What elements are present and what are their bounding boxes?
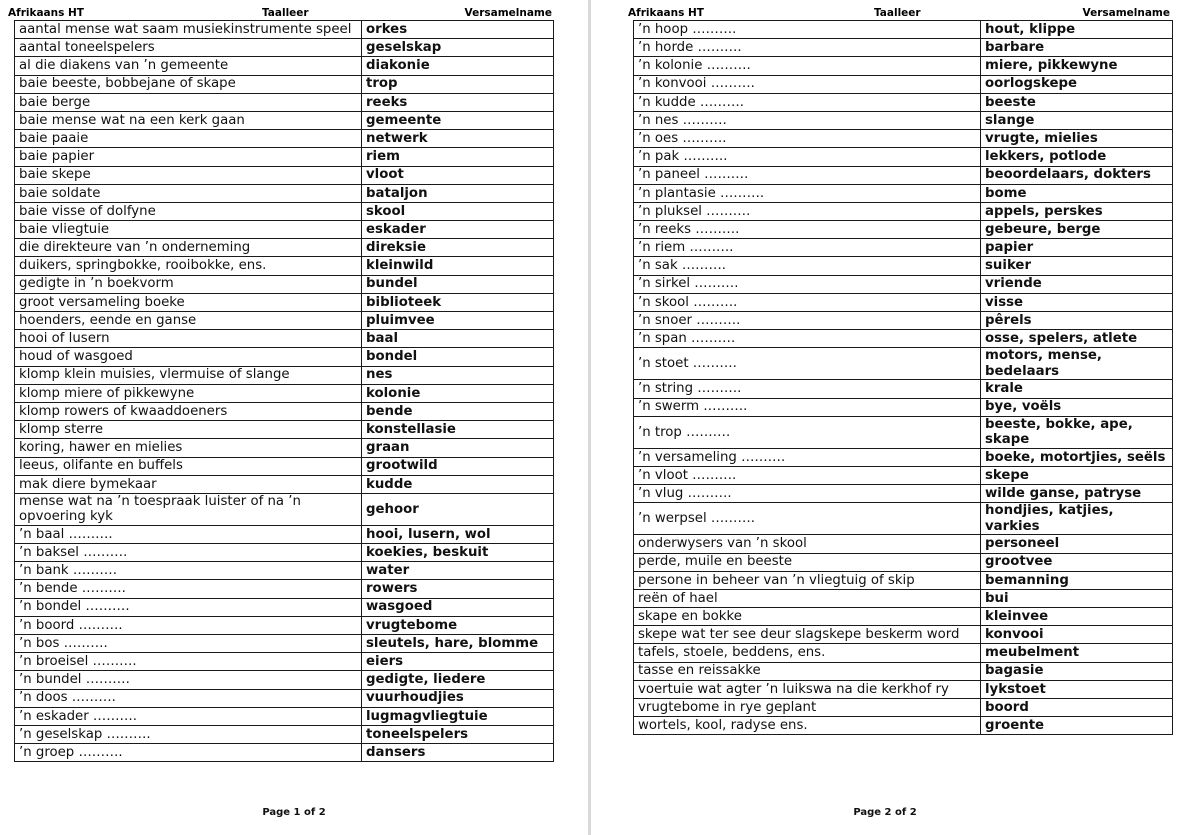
footer-of-label: of: [895, 807, 907, 818]
answer-cell: eiers: [362, 653, 554, 671]
clue-cell: aantal mense wat saam musiekinstrumente speel: [15, 21, 362, 39]
table-row: [15, 616, 554, 634]
table-row: [634, 503, 1173, 535]
clue-cell: baie skepe: [15, 166, 362, 184]
table-row: [634, 275, 1173, 293]
answer-cell: direksie: [362, 239, 554, 257]
table-row: [15, 166, 554, 184]
answer-cell: lekkers, potlode: [981, 148, 1173, 166]
clue-cell: baie beeste, bobbejane of skape: [15, 75, 362, 93]
clue-cell: die direkteure van ’n onderneming: [15, 239, 362, 257]
answer-cell: lykstoet: [981, 680, 1173, 698]
table-row: [634, 184, 1173, 202]
answer-cell: osse, spelers, atlete: [981, 330, 1173, 348]
table-row: [634, 380, 1173, 398]
clue-cell: skape en bokke: [634, 608, 981, 626]
answer-cell: orkes: [362, 21, 554, 39]
table-row: [15, 525, 554, 543]
table-row: [15, 202, 554, 220]
clue-cell: gedigte in ’n boekvorm: [15, 275, 362, 293]
table-row: [15, 366, 554, 384]
table-row: [15, 348, 554, 366]
vocab-table: [633, 20, 1173, 735]
answer-cell: koekies, beskuit: [362, 544, 554, 562]
table-row: [15, 257, 554, 275]
answer-cell: bundel: [362, 275, 554, 293]
answer-cell: hout, klippe: [981, 21, 1173, 39]
clue-cell: voertuie wat agter ’n luikswa na die kerkhof ry: [634, 680, 981, 698]
clue-cell: ’n baal ……….: [15, 525, 362, 543]
clue-cell: klomp klein muisies, vlermuise of slange: [15, 366, 362, 384]
clue-cell: duikers, springbokke, rooibokke, ens.: [15, 257, 362, 275]
table-row: [15, 39, 554, 57]
answer-cell: vriende: [981, 275, 1173, 293]
answer-cell: biblioteek: [362, 293, 554, 311]
table-row: [634, 398, 1173, 416]
table-row: [15, 93, 554, 111]
table-row: [634, 644, 1173, 662]
table-row: [15, 402, 554, 420]
clue-cell: mak diere bymekaar: [15, 475, 362, 493]
clue-cell: ’n bende ……….: [15, 580, 362, 598]
footer-page-number: 2: [884, 807, 892, 818]
table-row: [15, 653, 554, 671]
clue-cell: ’n span ……….: [634, 330, 981, 348]
table-row: [634, 466, 1173, 484]
table-row: [634, 553, 1173, 571]
clue-cell: ’n doos ……….: [15, 689, 362, 707]
answer-cell: vuurhoudjies: [362, 689, 554, 707]
table-row: [634, 485, 1173, 503]
table-row: [634, 202, 1173, 220]
clue-cell: leeus, olifante en buffels: [15, 457, 362, 475]
answer-cell: vrugtebome: [362, 616, 554, 634]
table-row: [634, 75, 1173, 93]
table-row: [15, 130, 554, 148]
clue-cell: ’n geselskap ……….: [15, 725, 362, 743]
answer-cell: reeks: [362, 93, 554, 111]
answer-cell: geselskap: [362, 39, 554, 57]
clue-cell: perde, muile en beeste: [634, 553, 981, 571]
clue-cell: wortels, kool, radyse ens.: [634, 717, 981, 735]
table-row: [15, 580, 554, 598]
answer-cell: hondjies, katjies, varkies: [981, 503, 1173, 535]
clue-cell: ’n plantasie ……….: [634, 184, 981, 202]
answer-cell: bye, voëls: [981, 398, 1173, 416]
table-row: [15, 111, 554, 129]
table-row: [634, 166, 1173, 184]
answer-cell: kolonie: [362, 384, 554, 402]
table-row: [634, 699, 1173, 717]
answer-cell: eskader: [362, 221, 554, 239]
clue-cell: ’n broeisel ……….: [15, 653, 362, 671]
footer-page-number: 1: [293, 807, 301, 818]
table-row: [15, 184, 554, 202]
header-column-title: Versamelname: [1082, 7, 1170, 19]
answer-cell: slange: [981, 111, 1173, 129]
clue-cell: hooi of lusern: [15, 330, 362, 348]
answer-cell: bende: [362, 402, 554, 420]
footer-of-label: of: [304, 807, 316, 818]
page-footer: [0, 807, 588, 818]
clue-cell: baie soldate: [15, 184, 362, 202]
table-row: [15, 707, 554, 725]
answer-cell: bome: [981, 184, 1173, 202]
clue-cell: al die diakens van ’n gemeente: [15, 57, 362, 75]
clue-cell: ’n werpsel ……….: [634, 503, 981, 535]
clue-cell: ’n paneel ……….: [634, 166, 981, 184]
clue-cell: baie berge: [15, 93, 362, 111]
page-header: [628, 7, 1170, 21]
clue-cell: tafels, stoele, beddens, ens.: [634, 644, 981, 662]
table-row: [15, 598, 554, 616]
answer-cell: water: [362, 562, 554, 580]
answer-cell: skepe: [981, 466, 1173, 484]
table-row: [15, 330, 554, 348]
clue-cell: onderwysers van ’n skool: [634, 535, 981, 553]
clue-cell: ’n kolonie ……….: [634, 57, 981, 75]
clue-cell: ’n nes ……….: [634, 111, 981, 129]
header-subject: Afrikaans HT: [8, 7, 84, 19]
answer-cell: vloot: [362, 166, 554, 184]
answer-cell: lugmagvliegtuie: [362, 707, 554, 725]
clue-cell: ’n pluksel ……….: [634, 202, 981, 220]
clue-cell: ’n oes ……….: [634, 130, 981, 148]
answer-cell: sleutels, hare, blomme: [362, 635, 554, 653]
clue-cell: persone in beheer van ’n vliegtuig of skip: [634, 571, 981, 589]
clue-cell: ’n boord ……….: [15, 616, 362, 634]
table-row: [15, 75, 554, 93]
answer-cell: gemeente: [362, 111, 554, 129]
table-row: [634, 239, 1173, 257]
clue-cell: mense wat na ’n toespraak luister of na ’n opvoering kyk: [15, 493, 362, 525]
table-row: [15, 275, 554, 293]
clue-cell: klomp sterre: [15, 421, 362, 439]
table-row: [15, 57, 554, 75]
table-row: [634, 330, 1173, 348]
table-row: [634, 312, 1173, 330]
answer-cell: kleinvee: [981, 608, 1173, 626]
clue-cell: ’n versameling ……….: [634, 448, 981, 466]
page-2: [591, 0, 1179, 835]
answer-cell: pêrels: [981, 312, 1173, 330]
clue-cell: ’n trop ……….: [634, 416, 981, 448]
answer-cell: grootwild: [362, 457, 554, 475]
answer-cell: bondel: [362, 348, 554, 366]
table-row: [15, 562, 554, 580]
table-row: [15, 725, 554, 743]
table-row: [634, 39, 1173, 57]
footer-page-total: 2: [909, 807, 917, 818]
clue-cell: koring, hawer en mielies: [15, 439, 362, 457]
answer-cell: skool: [362, 202, 554, 220]
clue-cell: ’n sirkel ……….: [634, 275, 981, 293]
clue-cell: ’n bos ……….: [15, 635, 362, 653]
answer-cell: papier: [981, 239, 1173, 257]
header-subject: Afrikaans HT: [628, 7, 704, 19]
clue-cell: houd of wasgoed: [15, 348, 362, 366]
footer-page-label: Page: [262, 807, 291, 818]
clue-cell: ’n stoet ……….: [634, 348, 981, 380]
clue-cell: ’n snoer ……….: [634, 312, 981, 330]
clue-cell: klomp miere of pikkewyne: [15, 384, 362, 402]
answer-cell: oorlogskepe: [981, 75, 1173, 93]
table-row: [634, 717, 1173, 735]
table-row: [15, 239, 554, 257]
answer-cell: kudde: [362, 475, 554, 493]
page-footer: [591, 807, 1179, 818]
table-row: [634, 148, 1173, 166]
header-topic: Taalleer: [874, 7, 921, 19]
table-row: [15, 148, 554, 166]
clue-cell: skepe wat ter see deur slagskepe beskerm word: [634, 626, 981, 644]
clue-cell: ’n hoop ……….: [634, 21, 981, 39]
answer-cell: rowers: [362, 580, 554, 598]
clue-cell: ’n vloot ……….: [634, 466, 981, 484]
page-1: [0, 0, 588, 835]
answer-cell: netwerk: [362, 130, 554, 148]
table-row: [15, 439, 554, 457]
answer-cell: motors, mense, bedelaars: [981, 348, 1173, 380]
table-row: [15, 221, 554, 239]
answer-cell: dansers: [362, 744, 554, 762]
clue-cell: baie visse of dolfyne: [15, 202, 362, 220]
clue-cell: ’n baksel ……….: [15, 544, 362, 562]
table-row: [634, 93, 1173, 111]
answer-cell: boord: [981, 699, 1173, 717]
table-row: [15, 635, 554, 653]
answer-cell: gehoor: [362, 493, 554, 525]
table-row: [634, 662, 1173, 680]
table-row: [634, 221, 1173, 239]
table-row: [634, 589, 1173, 607]
answer-cell: suiker: [981, 257, 1173, 275]
clue-cell: hoenders, eende en ganse: [15, 312, 362, 330]
header-topic: Taalleer: [262, 7, 309, 19]
clue-cell: ’n swerm ……….: [634, 398, 981, 416]
footer-page-total: 2: [318, 807, 326, 818]
answer-cell: konstellasie: [362, 421, 554, 439]
clue-cell: reën of hael: [634, 589, 981, 607]
table-row: [634, 348, 1173, 380]
answer-cell: wilde ganse, patryse: [981, 485, 1173, 503]
table-row: [15, 493, 554, 525]
answer-cell: miere, pikkewyne: [981, 57, 1173, 75]
answer-cell: baal: [362, 330, 554, 348]
answer-cell: beoordelaars, dokters: [981, 166, 1173, 184]
answer-cell: riem: [362, 148, 554, 166]
table-row: [15, 689, 554, 707]
clue-cell: tasse en reissakke: [634, 662, 981, 680]
header-column-title: Versamelname: [464, 7, 552, 19]
answer-cell: beeste, bokke, ape, skape: [981, 416, 1173, 448]
clue-cell: ’n konvooi ……….: [634, 75, 981, 93]
clue-cell: ’n string ……….: [634, 380, 981, 398]
answer-cell: barbare: [981, 39, 1173, 57]
clue-cell: ’n horde ……….: [634, 39, 981, 57]
table-row: [634, 293, 1173, 311]
page-header: [8, 7, 552, 21]
table-row: [15, 671, 554, 689]
clue-cell: ’n bundel ……….: [15, 671, 362, 689]
table-row: [15, 544, 554, 562]
table-row: [15, 312, 554, 330]
answer-cell: bemanning: [981, 571, 1173, 589]
vocab-table: [14, 20, 554, 762]
clue-cell: ’n pak ……….: [634, 148, 981, 166]
answer-cell: kleinwild: [362, 257, 554, 275]
clue-cell: ’n kudde ……….: [634, 93, 981, 111]
answer-cell: gebeure, berge: [981, 221, 1173, 239]
answer-cell: krale: [981, 380, 1173, 398]
clue-cell: aantal toneelspelers: [15, 39, 362, 57]
answer-cell: grootvee: [981, 553, 1173, 571]
table-row: [634, 571, 1173, 589]
answer-cell: appels, perskes: [981, 202, 1173, 220]
table-row: [15, 457, 554, 475]
clue-cell: ’n bondel ……….: [15, 598, 362, 616]
answer-cell: groente: [981, 717, 1173, 735]
clue-cell: ’n sak ……….: [634, 257, 981, 275]
table-row: [634, 680, 1173, 698]
clue-cell: ’n groep ……….: [15, 744, 362, 762]
answer-cell: meubelment: [981, 644, 1173, 662]
table-row: [15, 744, 554, 762]
answer-cell: wasgoed: [362, 598, 554, 616]
answer-cell: bui: [981, 589, 1173, 607]
clue-cell: ’n eskader ……….: [15, 707, 362, 725]
clue-cell: vrugtebome in rye geplant: [634, 699, 981, 717]
answer-cell: bataljon: [362, 184, 554, 202]
clue-cell: baie mense wat na een kerk gaan: [15, 111, 362, 129]
answer-cell: diakonie: [362, 57, 554, 75]
answer-cell: gedigte, liedere: [362, 671, 554, 689]
clue-cell: groot versameling boeke: [15, 293, 362, 311]
table-row: [634, 416, 1173, 448]
answer-cell: trop: [362, 75, 554, 93]
answer-cell: vrugte, mielies: [981, 130, 1173, 148]
table-row: [634, 448, 1173, 466]
table-row: [15, 421, 554, 439]
clue-cell: baie papier: [15, 148, 362, 166]
table-row: [634, 21, 1173, 39]
table-row: [634, 608, 1173, 626]
clue-cell: ’n vlug ……….: [634, 485, 981, 503]
table-row: [634, 257, 1173, 275]
answer-cell: visse: [981, 293, 1173, 311]
answer-cell: personeel: [981, 535, 1173, 553]
answer-cell: nes: [362, 366, 554, 384]
clue-cell: ’n riem ……….: [634, 239, 981, 257]
table-row: [634, 626, 1173, 644]
table-row: [634, 57, 1173, 75]
table-row: [634, 111, 1173, 129]
clue-cell: ’n bank ……….: [15, 562, 362, 580]
answer-cell: boeke, motortjies, seëls: [981, 448, 1173, 466]
footer-page-label: Page: [853, 807, 882, 818]
clue-cell: baie paaie: [15, 130, 362, 148]
table-row: [15, 384, 554, 402]
clue-cell: ’n skool ……….: [634, 293, 981, 311]
answer-cell: konvooi: [981, 626, 1173, 644]
answer-cell: toneelspelers: [362, 725, 554, 743]
clue-cell: ’n reeks ……….: [634, 221, 981, 239]
answer-cell: graan: [362, 439, 554, 457]
table-row: [15, 293, 554, 311]
answer-cell: hooi, lusern, wol: [362, 525, 554, 543]
answer-cell: pluimvee: [362, 312, 554, 330]
table-row: [15, 475, 554, 493]
clue-cell: baie vliegtuie: [15, 221, 362, 239]
answer-cell: bagasie: [981, 662, 1173, 680]
clue-cell: klomp rowers of kwaaddoeners: [15, 402, 362, 420]
answer-cell: beeste: [981, 93, 1173, 111]
table-row: [634, 535, 1173, 553]
table-row: [15, 21, 554, 39]
table-row: [634, 130, 1173, 148]
